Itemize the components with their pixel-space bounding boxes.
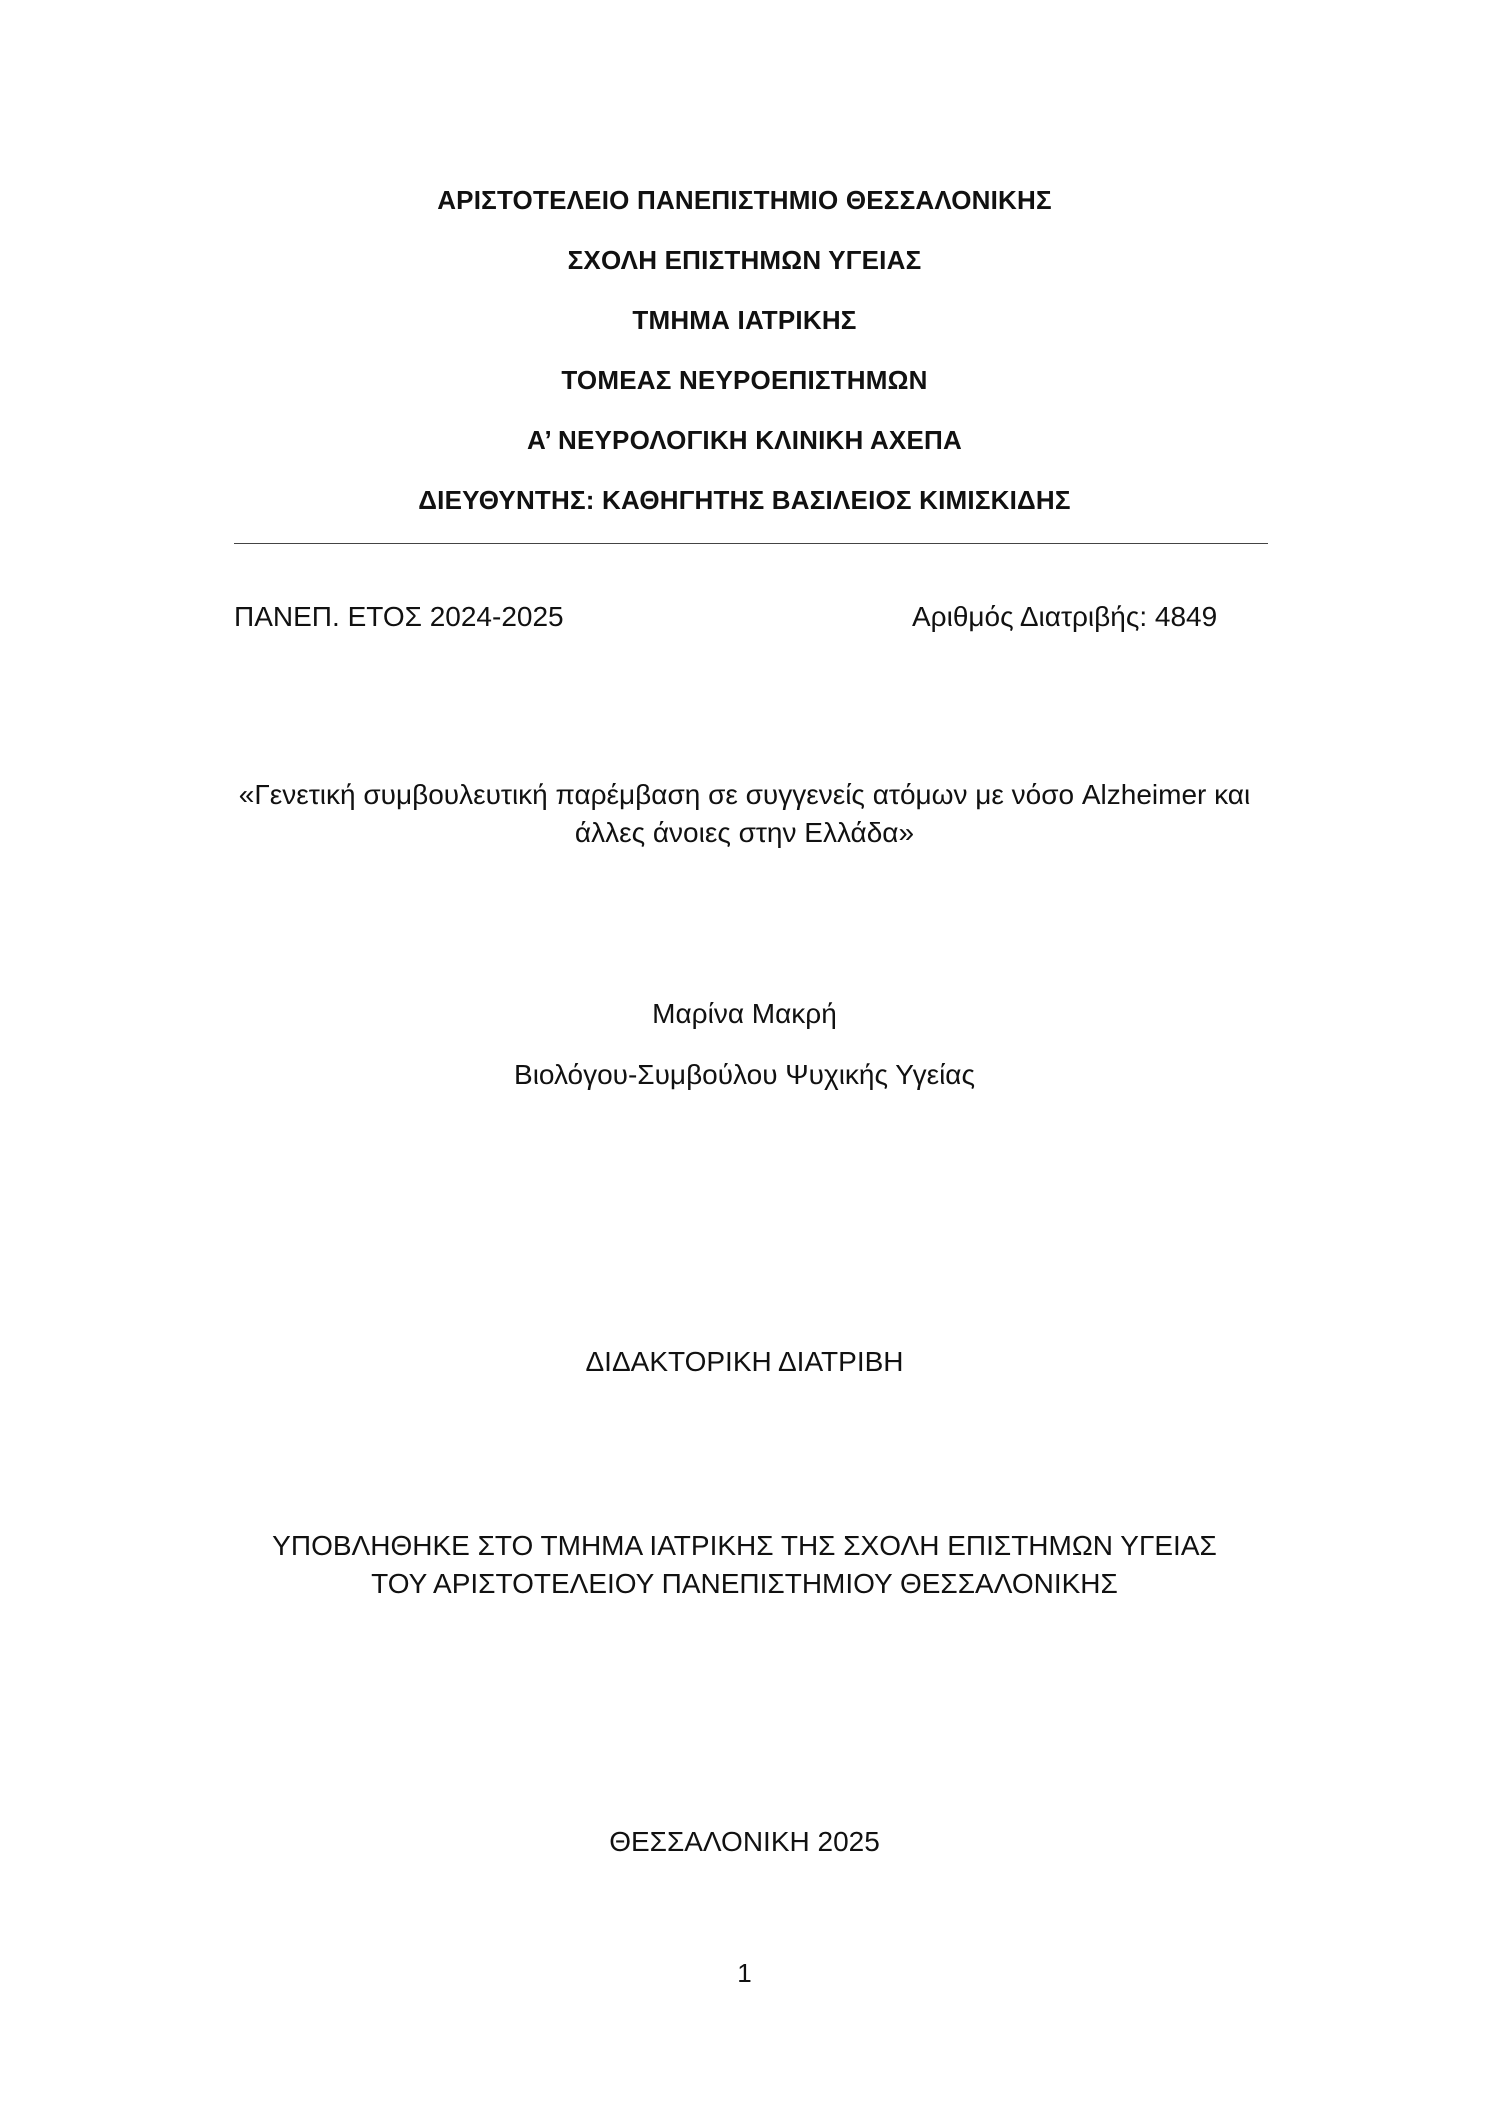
header-divider (234, 543, 1268, 544)
clinic-heading: Α’ ΝΕΥΡΟΛΟΓΙΚΗ ΚΛΙΝΙΚΗ ΑΧΕΠΑ (527, 425, 962, 455)
thesis-number: Αριθμός Διατριβής: 4849 (912, 601, 1218, 632)
thesis-title-line-2: άλλες άνοιες στην Ελλάδα» (574, 817, 915, 848)
director-heading: ΔΙΕΥΘΥΝΤΗΣ: ΚΑΘΗΓΗΤΗΣ ΒΑΣΙΛΕΙΟΣ ΚΙΜΙΣΚΙΔΗΣ (418, 485, 1071, 515)
author-role: Βιολόγου-Συμβούλου Ψυχικής Υγείας (514, 1059, 975, 1090)
sector-heading: ΤΟΜΕΑΣ ΝΕΥΡΟΕΠΙΣΤΗΜΩΝ (561, 365, 928, 395)
university-heading: ΑΡΙΣΤΟΤΕΛΕΙΟ ΠΑΝΕΠΙΣΤΗΜΙΟ ΘΕΣΣΑΛΟΝΙΚΗΣ (437, 185, 1052, 215)
document-type: ΔΙΔΑΚΤΟΡΙΚΗ ΔΙΑΤΡΙΒΗ (585, 1346, 904, 1377)
submission-line-2: ΤΟΥ ΑΡΙΣΤΟΤΕΛΕΙΟΥ ΠΑΝΕΠΙΣΤΗΜΙΟΥ ΘΕΣΣΑΛΟΝΙΚΗΣ (371, 1568, 1118, 1599)
submission-line-1: ΥΠΟΒΛΗΘΗΚΕ ΣΤΟ ΤΜΗΜΑ ΙΑΤΡΙΚΗΣ ΤΗΣ ΣΧΟΛΗ ΕΠΙΣΤΗΜΩΝ ΥΓΕΙΑΣ (272, 1530, 1217, 1561)
academic-year: ΠΑΝΕΠ. ΕΤΟΣ 2024-2025 (234, 601, 564, 632)
thesis-title-line-1: «Γενετική συμβουλευτική παρέμβαση σε συγγενείς ατόμων με νόσο Alzheimer και (238, 779, 1251, 810)
page-number: 1 (737, 1958, 752, 1988)
school-heading: ΣΧΟΛΗ ΕΠΙΣΤΗΜΩΝ ΥΓΕΙΑΣ (567, 245, 922, 275)
author-name: Μαρίνα Μακρή (652, 998, 837, 1029)
place-year: ΘΕΣΣΑΛΟΝΙΚΗ 2025 (609, 1826, 880, 1857)
department-heading: ΤΜΗΜΑ ΙΑΤΡΙΚΗΣ (632, 305, 857, 335)
